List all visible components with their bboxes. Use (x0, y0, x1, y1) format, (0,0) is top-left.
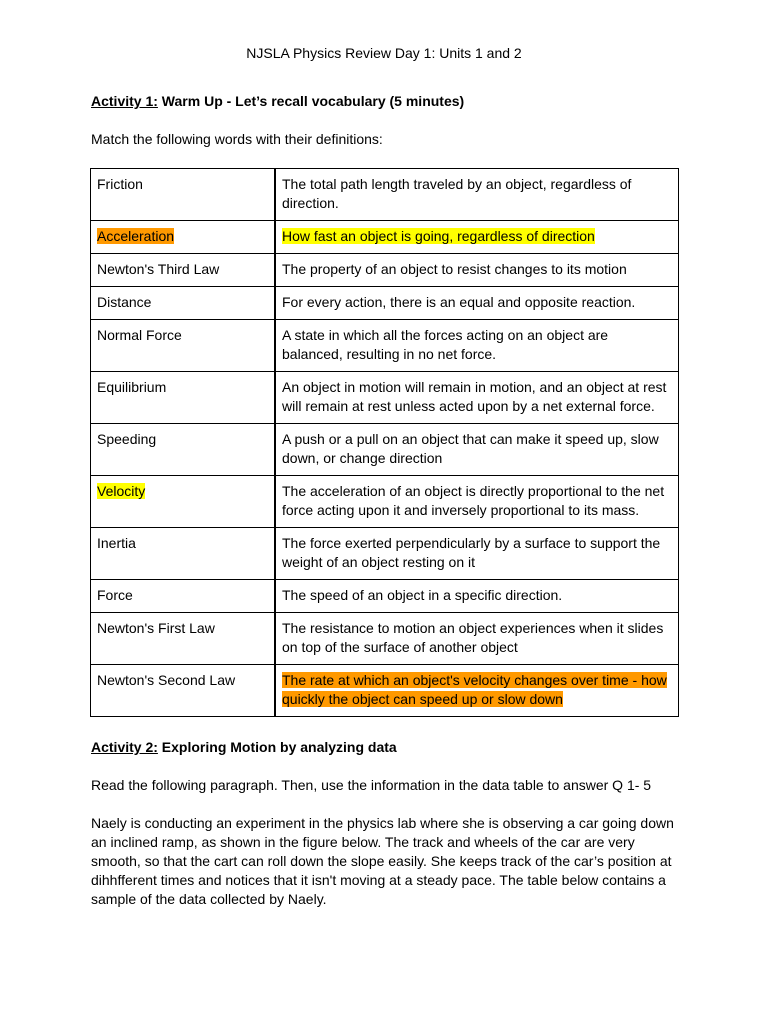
vocabulary-definition: An object in motion will remain in motion, and an object at rest will remain at rest unless acted upon by a net external force. (282, 379, 667, 414)
vocabulary-row (91, 476, 679, 528)
vocabulary-term-cell (91, 476, 276, 528)
vocabulary-definition: A state in which all the forces acting on an object are balanced, resulting in no net force. (282, 327, 609, 362)
activity2-instruction: Read the following paragraph. Then, use the information in the data table to answer Q 1- 5 (91, 777, 652, 793)
vocabulary-definition-cell (275, 287, 679, 320)
vocabulary-term: Normal Force (97, 327, 182, 343)
vocabulary-definition-cell (275, 528, 679, 580)
vocabulary-definition: How fast an object is going, regardless of direction (282, 228, 595, 244)
vocabulary-definition: The property of an object to resist changes to its motion (282, 261, 627, 277)
vocabulary-term: Distance (97, 294, 152, 310)
vocabulary-definition: The speed of an object in a specific direction. (282, 587, 563, 603)
vocabulary-definition-cell (275, 613, 679, 665)
vocabulary-row (91, 424, 679, 476)
vocabulary-term: Newton's Third Law (97, 261, 220, 277)
vocabulary-term-cell (91, 372, 276, 424)
vocabulary-row (91, 665, 679, 717)
vocabulary-term: Friction (97, 176, 143, 192)
activity2-title: Exploring Motion by analyzing data (157, 739, 397, 755)
vocabulary-term: Newton's First Law (97, 620, 215, 636)
vocabulary-term-cell (91, 320, 276, 372)
vocabulary-row (91, 580, 679, 613)
vocabulary-term-cell (91, 221, 276, 254)
activity1-instruction: Match the following words with their definitions: (91, 131, 383, 147)
vocabulary-row (91, 372, 679, 424)
activity1-label: Activity 1: (91, 93, 158, 109)
vocabulary-definition: The resistance to motion an object experiences when it slides on top of the surface of another object (282, 620, 664, 655)
vocabulary-term: Acceleration (97, 228, 175, 244)
vocabulary-definition-cell (275, 221, 679, 254)
vocabulary-term: Speeding (97, 431, 157, 447)
vocabulary-term: Inertia (97, 535, 136, 551)
vocabulary-row (91, 613, 679, 665)
vocabulary-term-cell (91, 254, 276, 287)
vocabulary-definition: The total path length traveled by an object, regardless of direction. (282, 176, 632, 211)
vocabulary-definition: For every action, there is an equal and opposite reaction. (282, 294, 636, 310)
vocabulary-term-cell (91, 424, 276, 476)
vocabulary-term-cell (91, 528, 276, 580)
vocabulary-definition-cell (275, 372, 679, 424)
activity1-title: Warm Up - Let’s recall vocabulary (5 minutes) (157, 93, 465, 109)
vocabulary-definition: The rate at which an object's velocity changes over time - how quickly the object can speed up or slow down (282, 672, 667, 707)
vocabulary-term: Newton's Second Law (97, 672, 236, 688)
vocabulary-definition-cell (275, 580, 679, 613)
activity2-paragraph: Naely is conducting an experiment in the physics lab where she is observing a car going down an inclined ramp, as shown in the figure below. The track and wheels of the car are very smooth, so that the cart can roll down the slope easily. She keeps track of the car’s position at dihhfferent times and notices that it isn't moving at a steady pace. The table below contains a sample of the data collected by Naely. (91, 815, 674, 907)
vocabulary-table-body (91, 169, 679, 717)
vocabulary-term-cell (91, 287, 276, 320)
vocabulary-table (90, 168, 679, 717)
vocabulary-row (91, 254, 679, 287)
vocabulary-definition-cell (275, 424, 679, 476)
activity1-heading (91, 93, 464, 109)
document-title: NJSLA Physics Review Day 1: Units 1 and 2 (246, 45, 522, 61)
vocabulary-definition: The acceleration of an object is directly proportional to the net force acting upon it and inversely proportional to its mass. (282, 483, 665, 518)
vocabulary-term-cell (91, 613, 276, 665)
vocabulary-term: Equilibrium (97, 379, 167, 395)
vocabulary-term: Velocity (97, 483, 146, 499)
vocabulary-term-cell (91, 169, 276, 221)
vocabulary-term-cell (91, 580, 276, 613)
activity2-label: Activity 2: (91, 739, 158, 755)
vocabulary-row (91, 169, 679, 221)
vocabulary-definition: The force exerted perpendicularly by a surface to support the weight of an object resting on it (282, 535, 661, 570)
activity2-heading (91, 739, 397, 755)
vocabulary-term-cell (91, 665, 276, 717)
vocabulary-row (91, 221, 679, 254)
vocabulary-definition-cell (275, 169, 679, 221)
vocabulary-definition-cell (275, 320, 679, 372)
vocabulary-row (91, 528, 679, 580)
vocabulary-definition-cell (275, 665, 679, 717)
vocabulary-definition: A push or a pull on an object that can make it speed up, slow down, or change direction (282, 431, 659, 466)
vocabulary-term: Force (97, 587, 133, 603)
vocabulary-definition-cell (275, 254, 679, 287)
vocabulary-row (91, 287, 679, 320)
vocabulary-definition-cell (275, 476, 679, 528)
vocabulary-row (91, 320, 679, 372)
